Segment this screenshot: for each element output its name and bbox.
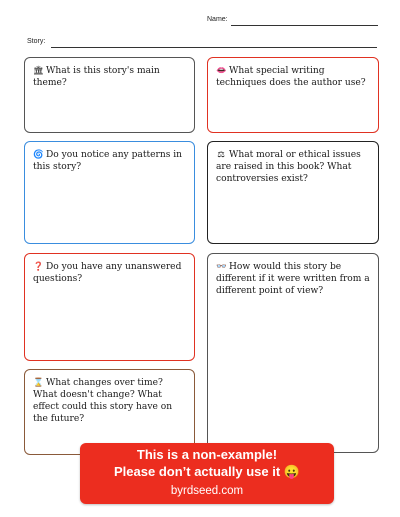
question-mark-icon: ❓ — [33, 262, 44, 272]
scales-icon: ⚖ — [217, 150, 225, 160]
patterns-question: Do you notice any patterns in this story? — [33, 150, 183, 172]
techniques-question: What special writing techniques does the author use? — [216, 66, 366, 88]
banner-line-1: This is a non-example! — [136, 447, 278, 462]
story-label: Story: — [27, 38, 46, 45]
spiral-icon: 🌀 — [33, 150, 44, 160]
banner-line-2: Please don’t actually use it 😛 — [114, 464, 300, 479]
hourglass-icon: ⌛ — [33, 378, 44, 388]
name-line — [231, 25, 378, 26]
techniques-card[interactable] — [207, 57, 379, 133]
theme-card[interactable] — [24, 57, 195, 133]
theme-question: What is this story's main theme? — [33, 66, 160, 88]
story-line — [51, 47, 377, 48]
unanswered-question: Do you have any unanswered questions? — [33, 262, 182, 284]
banner-site-link[interactable]: byrdseed.com — [170, 485, 244, 497]
point-of-view-question: How would this story be different if it were written from a different point of view? — [216, 262, 370, 296]
changes-question: What changes over time? What doesn't change? What effect could this story have on the future? — [33, 378, 173, 424]
name-field[interactable] — [207, 16, 377, 28]
moral-card[interactable] — [207, 141, 379, 244]
lips-icon: 👄 — [216, 66, 227, 76]
questions-card[interactable] — [24, 253, 195, 361]
glasses-icon: 👓 — [216, 262, 227, 272]
non-example-banner — [80, 443, 334, 504]
name-label: Name: — [207, 16, 228, 23]
point-of-view-card[interactable] — [207, 253, 379, 453]
patterns-card[interactable] — [24, 141, 195, 244]
building-icon: 🏛 — [33, 66, 44, 76]
story-field[interactable] — [27, 38, 377, 50]
moral-question: What moral or ethical issues are raised in this book? What controversies exist? — [216, 150, 361, 184]
